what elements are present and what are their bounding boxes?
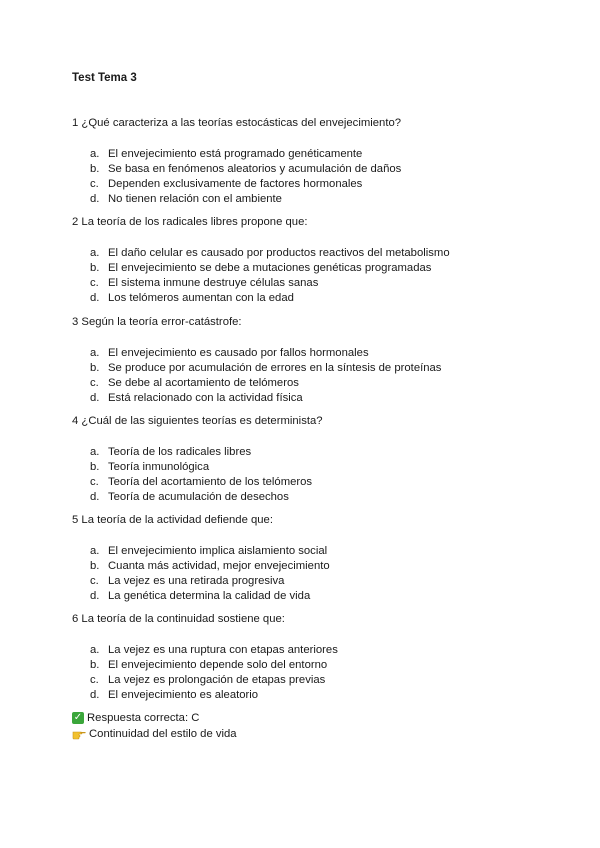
explanation-text: Continuidad del estilo de vida <box>89 728 237 740</box>
question-text: 2 La teoría de los radicales libres propone que: <box>72 216 308 228</box>
option-item: a. El envejecimiento es causado por fallos hormonales <box>90 347 369 359</box>
question-text: 3 Según la teoría error-catástrofe: <box>72 316 242 328</box>
explanation-row <box>72 726 237 742</box>
document-title: Test Tema 3 <box>72 72 137 84</box>
option-item: a. Teoría de los radicales libres <box>90 446 252 458</box>
option-item: d. Los telómeros aumentan con la edad <box>90 292 294 304</box>
option-item: c. La vejez es una retirada progresiva <box>90 575 285 587</box>
correct-answer-text: Respuesta correcta: C <box>87 712 200 724</box>
answer-block <box>72 710 237 742</box>
option-item: b. El envejecimiento depende solo del entorno <box>90 659 328 671</box>
pointing-hand-icon <box>72 728 86 740</box>
option-item: d. No tienen relación con el ambiente <box>90 193 282 205</box>
options-list <box>72 643 552 703</box>
option-item: c. La vejez es prolongación de etapas previas <box>90 674 326 686</box>
options-list <box>72 246 552 306</box>
options-list <box>72 346 552 406</box>
question-text: 1 ¿Qué caracteriza a las teorías estocásticas del envejecimiento? <box>72 117 402 129</box>
question-5 <box>72 513 552 604</box>
option-item: a. La vejez es una ruptura con etapas anteriores <box>90 644 338 656</box>
question-text: 4 ¿Cuál de las siguientes teorías es determinista? <box>72 415 323 427</box>
option-item: d. El envejecimiento es aleatorio <box>90 689 259 701</box>
option-item: b. Cuanta más actividad, mejor envejecimiento <box>90 560 330 572</box>
option-item: a. El envejecimiento está programado genéticamente <box>90 148 363 160</box>
question-4 <box>72 414 552 505</box>
question-text: 6 La teoría de la continuidad sostiene que: <box>72 613 285 625</box>
options-list <box>72 544 552 604</box>
question-6 <box>72 612 552 703</box>
option-item: d. La genética determina la calidad de vida <box>90 590 311 602</box>
option-item: b. Se produce por acumulación de errores en la síntesis de proteínas <box>90 362 442 374</box>
option-item: c. El sistema inmune destruye células sanas <box>90 277 319 289</box>
question-1 <box>72 116 552 207</box>
option-item: d. Teoría de acumulación de desechos <box>90 491 289 503</box>
option-item: a. El envejecimiento implica aislamiento social <box>90 545 328 557</box>
option-item: c. Teoría del acortamiento de los telómeros <box>90 476 313 488</box>
options-list <box>72 147 552 207</box>
question-2 <box>72 215 552 306</box>
option-item: c. Se debe al acortamiento de telómeros <box>90 377 299 389</box>
option-item: b. Se basa en fenómenos aleatorios y acumulación de daños <box>90 163 402 175</box>
question-text: 5 La teoría de la actividad defiende que: <box>72 514 273 526</box>
options-list <box>72 445 552 505</box>
check-mark-icon: ✓ <box>73 712 83 723</box>
option-item: a. El daño celular es causado por productos reactivos del metabolismo <box>90 247 450 259</box>
question-3 <box>72 315 552 406</box>
option-item: b. Teoría inmunológica <box>90 461 210 473</box>
option-item: c. Dependen exclusivamente de factores hormonales <box>90 178 363 190</box>
option-item: b. El envejecimiento se debe a mutaciones genéticas programadas <box>90 262 432 274</box>
correct-answer-row <box>72 710 237 726</box>
option-item: d. Está relacionado con la actividad física <box>90 392 303 404</box>
